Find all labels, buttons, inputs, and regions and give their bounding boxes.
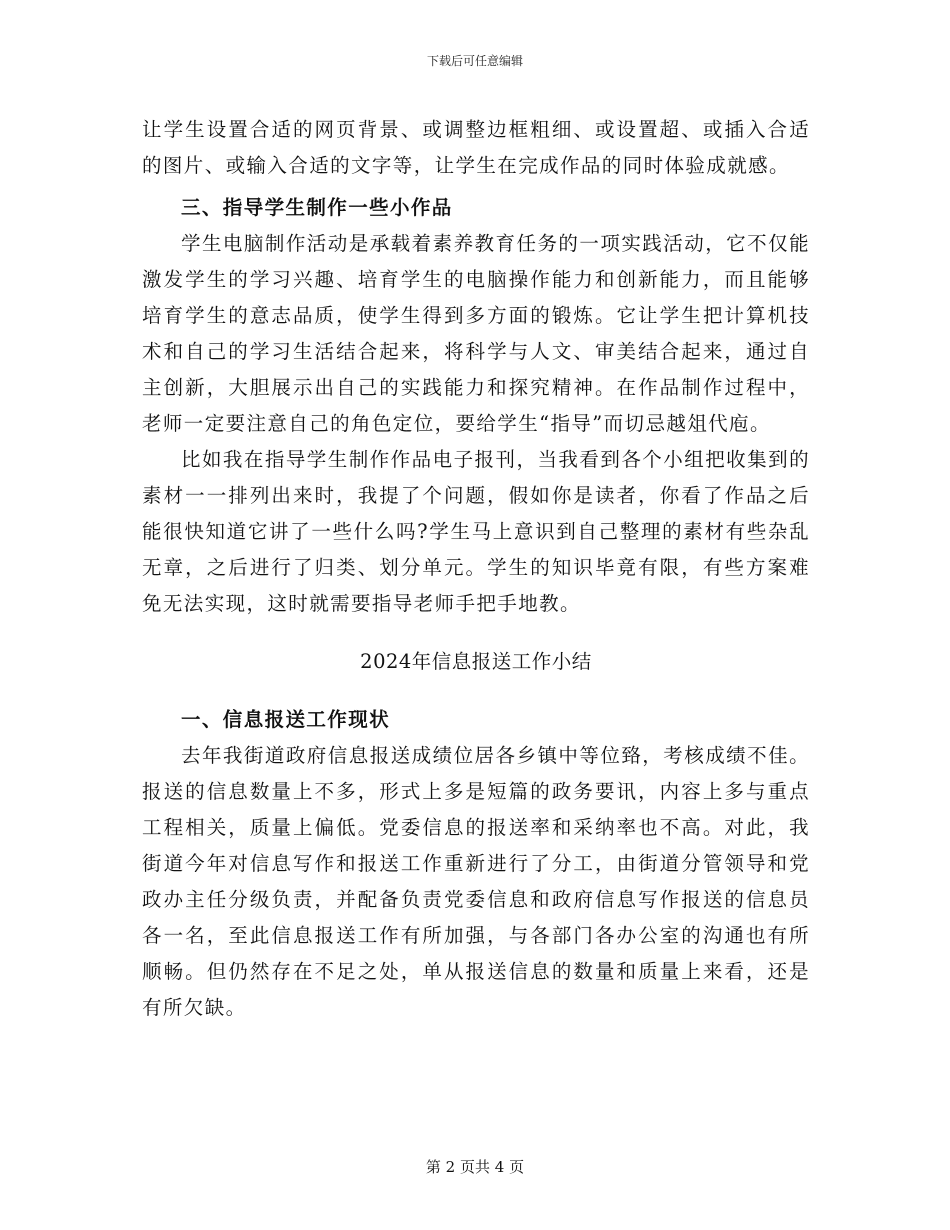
page-footer: 第 2 页共 4 页 [425,1158,525,1176]
section-heading-one: 一、信息报送工作现状 [181,708,391,731]
section-heading-three: 三、指导学生制作一些小作品 [181,196,453,219]
paragraph: 学生电脑制作活动是承载着素养教育任务的一项实践活动，它不仅能激发学生的学习兴趣、培育学生的电脑操作能力和创新能力，而且能够培育学生的意志品质，使学生得到多方面的锻炼。它让学生把计算机技术和自己的学习生活结合起来，将科学与人文、审美结合起来，通过自主创新，大胆展示出自己的实践能力和探究精神。在作品制作过程中，老师一定要注意自己的角色定位，要给学生“指导”而切忌越俎代庖。 [142,232,810,435]
paragraph: 去年我街道政府信息报送成绩位居各乡镇中等位臵，考核成绩不佳。报送的信息数量上不多，形式上多是短篇的政务要讯，内容上多与重点工程相关，质量上偏低。党委信息的报送率和采纳率也不高。对此，我街道今年对信息写作和报送工作重新进行了分工，由街道分管领导和党政办主任分级负责，并配备负责党委信息和政府信息写作报送的信息员各一名，至此信息报送工作有所加强，与各部门各办公室的沟通也有所顺畅。但仍然存在不足之处，单从报送信息的数量和质量上来看，还是有所欠缺。 [142,744,810,1019]
document-body [142,112,810,1026]
paragraph-continued: 让学生设置合适的网页背景、或调整边框粗细、或设置超、或插入合适的图片、或输入合适的文字等，让学生在完成作品的同时体验成就感。 [142,118,810,177]
paragraph: 比如我在指导学生制作作品电子报刊，当我看到各个小组把收集到的素材一一排列出来时，我提了个问题，假如你是读者，你看了作品之后能很快知道它讲了一些什么吗?学生马上意识到自己整理的素材有些杂乱无章，之后进行了归类、划分单元。学生的知识毕竟有限，有些方案难免无法实现，这时就需要指导老师手把手地教。 [142,448,810,615]
document-title: 2024年信息报送工作小结 [360,650,592,673]
page-header: 下载后可任意编辑 [426,54,523,68]
